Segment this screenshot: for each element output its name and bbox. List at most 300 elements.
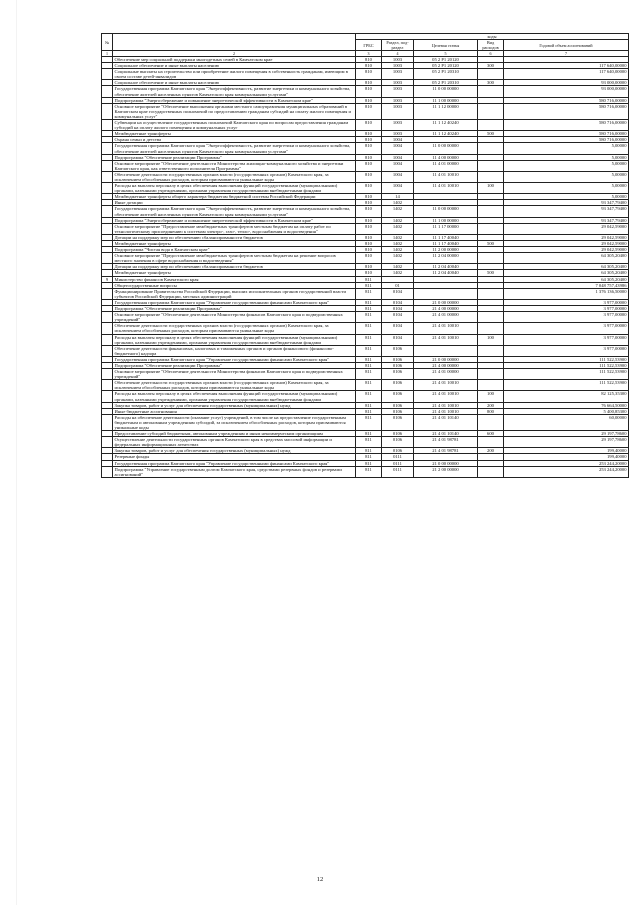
- row-grbs: 810: [356, 264, 382, 270]
- row-grbs: 811: [356, 282, 382, 288]
- row-amount: 7 048 757,43986: [504, 282, 629, 288]
- row-target: 21 4 01 10010: [414, 408, 478, 414]
- row-name: Закупка товаров, работ и услуг для обеспечения государственных (муниципальных) нужд: [113, 402, 356, 408]
- row-type: [478, 171, 504, 182]
- row-grbs: 810: [356, 253, 382, 264]
- row-name: Обеспечение мер социальной поддержки многодетных семей в Камчатском крае: [113, 57, 356, 63]
- row-section: 01: [382, 282, 414, 288]
- row-section: 1402: [382, 247, 414, 253]
- row-type: [478, 253, 504, 264]
- row-grbs: 811: [356, 334, 382, 345]
- row-amount: 3 977,00000: [504, 345, 629, 356]
- row-number: [102, 437, 113, 448]
- row-section: 1402: [382, 200, 414, 206]
- table-row: [102, 86, 629, 97]
- row-type: 100: [478, 391, 504, 402]
- row-grbs: 810: [356, 97, 382, 103]
- row-target: 11 4 01 00000: [414, 160, 478, 171]
- row-target: 21 4 00 00000: [414, 362, 478, 368]
- row-type: 100: [478, 334, 504, 345]
- row-grbs: 810: [356, 57, 382, 63]
- row-grbs: 811: [356, 369, 382, 380]
- row-section: 1004: [382, 143, 414, 154]
- row-amount: 111 522,53900: [504, 362, 629, 368]
- row-name: Основное мероприятие "Обеспечение выполнения органами местного самоуправления муниципальных образований в Камчатском крае государственных полномочий по предоставлению гражданам субсидий на оплату жилого помещения и коммунальных услуг": [113, 103, 356, 119]
- table-row: [102, 288, 629, 299]
- row-number: [102, 334, 113, 345]
- row-section: 0104: [382, 312, 414, 323]
- row-amount: 580 716,00000: [504, 131, 629, 137]
- row-target: 11 2 04 00000: [414, 253, 478, 264]
- row-name: Основное мероприятие "Предоставление межбюджетных трансфертов местным бюджетам на решение вопросов местного значения в сфере водоснабжения и водоотведения": [113, 253, 356, 264]
- row-type: 500: [478, 131, 504, 137]
- row-grbs: 810: [356, 160, 382, 171]
- row-name: Обеспечение деятельности государственных органов власти (государственных органов) Камчатского края, за исключением обособленных расходов, которым присваиваются уникальные коды: [113, 380, 356, 391]
- row-name: Обеспечение деятельности финансовых, налоговых и таможенных органов и органов финансового (финансово-бюджетного) надзора: [113, 345, 356, 356]
- row-type: [478, 103, 504, 119]
- row-target: 11 1 17 40040: [414, 234, 478, 240]
- row-amount: 29 197,78600: [504, 437, 629, 448]
- row-type: [478, 466, 504, 477]
- row-grbs: 811: [356, 299, 382, 305]
- row-grbs: 811: [356, 454, 382, 460]
- row-amount: 93 000,00000: [504, 80, 629, 86]
- row-number: [102, 253, 113, 264]
- row-grbs: 811: [356, 356, 382, 362]
- row-target: 21 4 00 00000: [414, 306, 478, 312]
- row-target: 11 0 00 00000: [414, 206, 478, 217]
- row-number: [102, 288, 113, 299]
- row-amount: 253 244,20000: [504, 460, 629, 466]
- row-number: [102, 312, 113, 323]
- row-amount: 93 000,00000: [504, 86, 629, 97]
- row-grbs: 811: [356, 448, 382, 454]
- row-grbs: 810: [356, 206, 382, 217]
- row-amount: 82 125,35300: [504, 391, 629, 402]
- row-number: [102, 414, 113, 430]
- row-grbs: 810: [356, 80, 382, 86]
- row-name: Субвенции на осуществление государственных полномочий Камчатского края по вопросам предоставления гражданам субсидий на оплату жилого помещения и коммунальных услуг: [113, 120, 356, 131]
- row-name: Закупка товаров, работ и услуг для обеспечения государственных (муниципальных) нужд: [113, 448, 356, 454]
- row-target: 21 0 00 00000: [414, 460, 478, 466]
- row-target: 11 1 12 40240: [414, 120, 478, 131]
- row-name: Государственная программа Камчатского края "Управление государственными финансами Камчатского края": [113, 356, 356, 362]
- row-type: [478, 160, 504, 171]
- row-amount: 580 716,00000: [504, 120, 629, 131]
- row-target: 05 2 Р1 20310: [414, 80, 478, 86]
- table-row: [102, 160, 629, 171]
- row-type: 100: [478, 183, 504, 194]
- table-row: [102, 466, 629, 477]
- header-num: №: [102, 34, 113, 51]
- row-target: 21 4 01 98781: [414, 437, 478, 448]
- column-number: 3: [356, 51, 382, 57]
- row-grbs: 811: [356, 312, 382, 323]
- row-target: 21 4 01 10010: [414, 323, 478, 334]
- row-section: 0106: [382, 408, 414, 414]
- row-section: 0106: [382, 362, 414, 368]
- row-amount: 29 042,59000: [504, 234, 629, 240]
- row-name: Подпрограмма "Обеспечение реализации Программы": [113, 306, 356, 312]
- header-type: Вид расходов: [478, 40, 504, 51]
- table-row: [102, 183, 629, 194]
- row-target: 11 1 12 00000: [414, 103, 478, 119]
- row-section: 0111: [382, 466, 414, 477]
- row-section: 1402: [382, 270, 414, 276]
- row-name: Основное мероприятие "Обеспечение деятельности Министерства финансов Камчатского края и подведомственных учреждений": [113, 312, 356, 323]
- row-target: 11 1 17 40040: [414, 241, 478, 247]
- row-section: 1004: [382, 183, 414, 194]
- table-row: [102, 253, 629, 264]
- row-section: 0104: [382, 288, 414, 299]
- row-grbs: 810: [356, 131, 382, 137]
- row-number: [102, 86, 113, 97]
- row-section: 1003: [382, 86, 414, 97]
- row-grbs: 811: [356, 402, 382, 408]
- table-row: [102, 223, 629, 234]
- table-body: [102, 57, 629, 478]
- row-amount: 3 977,00000: [504, 299, 629, 305]
- row-type: [478, 312, 504, 323]
- column-number: 4: [382, 51, 414, 57]
- row-grbs: 811: [356, 276, 382, 282]
- row-amount: 64 305,20400: [504, 276, 629, 282]
- row-section: 1003: [382, 97, 414, 103]
- row-name: Резервные фонды: [113, 454, 356, 460]
- row-name: Подпрограмма "Энергосбережение и повышение энергетической эффективности в Камчатском крае": [113, 97, 356, 103]
- row-name: Предоставление субсидий бюджетным, автономным учреждениям и иным некоммерческим организациям: [113, 431, 356, 437]
- row-grbs: 811: [356, 306, 382, 312]
- row-target: 21 4 01 10010: [414, 402, 478, 408]
- row-amount: 3 977,00000: [504, 334, 629, 345]
- row-section: 1003: [382, 69, 414, 80]
- row-section: 0106: [382, 431, 414, 437]
- row-grbs: 810: [356, 270, 382, 276]
- row-type: [478, 345, 504, 356]
- scan-edge: [16, 0, 17, 905]
- row-grbs: 810: [356, 143, 382, 154]
- row-section: 1003: [382, 120, 414, 131]
- row-target: 05 2 Р1 20120: [414, 57, 478, 63]
- row-grbs: 811: [356, 414, 382, 430]
- row-name: Межбюджетные трансферты: [113, 270, 356, 276]
- row-grbs: 811: [356, 380, 382, 391]
- row-amount: 64 305,20400: [504, 270, 629, 276]
- row-target: 21 4 01 10140: [414, 431, 478, 437]
- row-name: Охрана семьи и детства: [113, 137, 356, 143]
- row-target: 21 0 00 00000: [414, 356, 478, 362]
- row-section: 0111: [382, 460, 414, 466]
- row-amount: 111 522,53900: [504, 356, 629, 362]
- row-type: 200: [478, 448, 504, 454]
- row-section: 0104: [382, 323, 414, 334]
- row-section: 1402: [382, 206, 414, 217]
- table-row: [102, 380, 629, 391]
- row-target: 21 4 01 10140: [414, 414, 478, 430]
- row-number: [102, 120, 113, 131]
- row-type: [478, 69, 504, 80]
- row-grbs: 811: [356, 323, 382, 334]
- row-target: 11 4 01 10010: [414, 183, 478, 194]
- table-row: [102, 143, 629, 154]
- row-section: 1004: [382, 160, 414, 171]
- row-target: 11 2 04 40040: [414, 270, 478, 276]
- table-row: [102, 437, 629, 448]
- row-section: 1004: [382, 137, 414, 143]
- row-type: [478, 369, 504, 380]
- row-grbs: 811: [356, 460, 382, 466]
- row-amount: 3 977,00000: [504, 312, 629, 323]
- row-amount: 29 042,59000: [504, 241, 629, 247]
- row-name: Государственная программа Камчатского края "Управление государственными финансами Камчатского края": [113, 299, 356, 305]
- header-amount: Годовой объем ассигнований: [504, 40, 629, 51]
- header-target: Целевая статья: [414, 40, 478, 51]
- row-amount: 29 197,78600: [504, 431, 629, 437]
- column-number: 2: [113, 51, 356, 57]
- header-grbs: ГРБС: [356, 40, 382, 51]
- row-section: 0106: [382, 369, 414, 380]
- row-type: 600: [478, 431, 504, 437]
- row-name: Подпрограмма "Чистая вода в Камчатском крае": [113, 247, 356, 253]
- row-section: 0104: [382, 334, 414, 345]
- row-name: Расходы на обеспечение деятельности (оказание услуг) учреждений, в том числе на предоставление государственным бюджетным и автономным учреждениям субсидий, за исключением обособленных расходов, которым присваиваются уникальные коды: [113, 414, 356, 430]
- row-name: Межбюджетные трансферты: [113, 131, 356, 137]
- row-target: 21 0 00 00000: [414, 299, 478, 305]
- row-amount: 29 042,59000: [504, 247, 629, 253]
- table-row: [102, 312, 629, 323]
- table-row: [102, 391, 629, 402]
- row-amount: 1 376 136,50000: [504, 288, 629, 299]
- row-type: [478, 143, 504, 154]
- row-target: 11 1 12 40240: [414, 131, 478, 137]
- row-name: Иные бюджетные ассигнования: [113, 408, 356, 414]
- row-number: [102, 69, 113, 80]
- column-number: 1: [102, 51, 113, 57]
- row-grbs: 810: [356, 137, 382, 143]
- row-section: 1402: [382, 253, 414, 264]
- row-type: [478, 120, 504, 131]
- row-type: 200: [478, 402, 504, 408]
- row-section: 1402: [382, 223, 414, 234]
- row-number: [102, 206, 113, 217]
- row-name: Расходы на выплаты персоналу в целях обеспечения выполнения функций государственными (муниципальными) органами, казенными учреждениями, органами управления государственными внебюджетными фондами: [113, 183, 356, 194]
- row-name: Расходы на выплаты персоналу в целях обеспечения выполнения функций государственными (муниципальными) органами, казенными учреждениями, органами управления государственными внебюджетными фондами: [113, 391, 356, 402]
- row-amount: 29 042,59000: [504, 223, 629, 234]
- row-type: [478, 380, 504, 391]
- row-target: 05 2 Р1 20120: [414, 63, 478, 69]
- row-type: [478, 323, 504, 334]
- row-name: Расходы на выплаты персоналу в целях обеспечения выполнения функций государственными (муниципальными) органами, казенными учреждениями, органами управления государственными внебюджетными фондами: [113, 334, 356, 345]
- row-name: Министерство финансов Камчатского края: [113, 276, 356, 282]
- row-type: 500: [478, 270, 504, 276]
- row-amount: 5 400,85300: [504, 408, 629, 414]
- row-grbs: 810: [356, 103, 382, 119]
- table-row: [102, 369, 629, 380]
- row-section: 1402: [382, 234, 414, 240]
- row-name: Общегосударственные вопросы: [113, 282, 356, 288]
- table-row: [102, 414, 629, 430]
- row-name: Государственная программа Камчатского края "Энергоэффективность, развитие энергетики и коммунального хозяйства, обеспечение жителей населенных пунктов Камчатского края коммунальными услугами": [113, 86, 356, 97]
- row-grbs: 810: [356, 154, 382, 160]
- row-amount: 60,00000: [504, 414, 629, 430]
- row-type: [478, 414, 504, 430]
- row-section: 1004: [382, 154, 414, 160]
- row-section: 1003: [382, 57, 414, 63]
- row-grbs: 811: [356, 362, 382, 368]
- row-name: Основное мероприятие "Обеспечение деятельности Министерства жилищно-коммунального хозяйства и энергетики Камчатского края, как ответственного исполнителя Программы": [113, 160, 356, 171]
- row-amount: 3 977,00000: [504, 306, 629, 312]
- row-section: 0106: [382, 356, 414, 362]
- table-row: [102, 69, 629, 80]
- row-section: 0106: [382, 391, 414, 402]
- table-row: [102, 345, 629, 356]
- row-target: 11 2 04 40040: [414, 264, 478, 270]
- row-grbs: 811: [356, 431, 382, 437]
- row-grbs: 811: [356, 345, 382, 356]
- column-number: 7: [504, 51, 629, 57]
- row-type: [478, 288, 504, 299]
- table-row: [102, 206, 629, 217]
- table-header: [102, 34, 629, 57]
- row-number: 9: [102, 276, 113, 282]
- row-grbs: 810: [356, 86, 382, 97]
- row-number: [102, 323, 113, 334]
- row-amount: 5,00000: [504, 154, 629, 160]
- row-section: 1004: [382, 171, 414, 182]
- row-target: 11 0 00 00000: [414, 143, 478, 154]
- row-name: Осуществление деятельности государственных органов Камчатского края в средствах массовой информации и федеральных информационных агентствах: [113, 437, 356, 448]
- row-number: [102, 160, 113, 171]
- row-section: 1003: [382, 80, 414, 86]
- row-amount: 93 347,79400: [504, 217, 629, 223]
- row-amount: 199,40000: [504, 448, 629, 454]
- header-section: Раздел, под-раздел: [382, 40, 414, 51]
- row-target: 21 4 01 10010: [414, 380, 478, 391]
- row-amount: 76 664,50000: [504, 402, 629, 408]
- row-section: 0106: [382, 414, 414, 430]
- row-grbs: 811: [356, 466, 382, 477]
- row-target: 21 4 01 10010: [414, 334, 478, 345]
- row-name: Обеспечение деятельности государственных органов власти (государственных органов) Камчатского края, за исключением обособленных расходов, которым присваиваются уникальные коды: [113, 323, 356, 334]
- row-number: [102, 223, 113, 234]
- row-target: 11 4 01 10010: [414, 171, 478, 182]
- row-name: Государственная программа Камчатского края "Управление государственными финансами Камчатского края": [113, 460, 356, 466]
- row-name: Подпрограмма "Энергосбережение и повышение энергетической эффективности в Камчатском крае": [113, 217, 356, 223]
- row-type: 300: [478, 63, 504, 69]
- table-row: [102, 120, 629, 131]
- row-target: [414, 345, 478, 356]
- row-grbs: 810: [356, 234, 382, 240]
- table-row: [102, 323, 629, 334]
- row-section: 1003: [382, 103, 414, 119]
- row-amount: 117 640,00000: [504, 63, 629, 69]
- row-target: [414, 288, 478, 299]
- row-type: 800: [478, 408, 504, 414]
- row-target: 11 0 00 00000: [414, 86, 478, 97]
- row-name: Государственная программа Камчатского края "Энергоэффективность, развитие энергетики и коммунального хозяйства, обеспечение жителей населенных пунктов Камчатского края коммунальными услугами": [113, 143, 356, 154]
- row-amount: 580 716,00000: [504, 97, 629, 103]
- row-amount: 5,00000: [504, 143, 629, 154]
- budget-table: [101, 33, 629, 478]
- row-section: 0106: [382, 380, 414, 391]
- row-number: [102, 103, 113, 119]
- row-grbs: 810: [356, 241, 382, 247]
- header-codes: коды: [356, 34, 629, 40]
- row-amount: 5,00000: [504, 194, 629, 200]
- row-name: Подпрограмма "Обеспечение реализации Программы": [113, 362, 356, 368]
- row-grbs: 810: [356, 247, 382, 253]
- row-target: 21 4 01 10010: [414, 391, 478, 402]
- row-type: [478, 86, 504, 97]
- row-amount: 5,00000: [504, 183, 629, 194]
- row-grbs: 811: [356, 408, 382, 414]
- row-type: [478, 437, 504, 448]
- row-name: Функционирование Правительства Российской Федерации, высших исполнительных органов государственной власти субъектов Российской Федерации, местных администраций: [113, 288, 356, 299]
- row-name: Межбюджетные трансферты общего характера бюджетам бюджетной системы Российской Федерации: [113, 194, 356, 200]
- row-number: [102, 345, 113, 356]
- row-number: [102, 143, 113, 154]
- row-grbs: 810: [356, 120, 382, 131]
- row-name: Иные дотации: [113, 200, 356, 206]
- row-amount: 5,00000: [504, 171, 629, 182]
- row-section: 0104: [382, 306, 414, 312]
- row-name: Дотации на поддержку мер по обеспечению сбалансированности бюджетов: [113, 234, 356, 240]
- row-section: 1402: [382, 241, 414, 247]
- row-type: [478, 223, 504, 234]
- row-grbs: 811: [356, 391, 382, 402]
- row-target: 11 1 17 00000: [414, 223, 478, 234]
- row-amount: 64 305,20400: [504, 253, 629, 264]
- row-type: [478, 206, 504, 217]
- row-amount: 580 716,00000: [504, 103, 629, 119]
- row-name: Межбюджетные трансферты: [113, 241, 356, 247]
- row-grbs: 810: [356, 69, 382, 80]
- row-grbs: 810: [356, 200, 382, 206]
- row-amount: 253 244,20000: [504, 466, 629, 477]
- table-row: [102, 334, 629, 345]
- row-target: 11 4 00 00000: [414, 154, 478, 160]
- row-number: [102, 183, 113, 194]
- row-grbs: 811: [356, 288, 382, 299]
- row-section: 0106: [382, 402, 414, 408]
- row-type: 300: [478, 80, 504, 86]
- row-amount: 117 640,00000: [504, 69, 629, 80]
- row-grbs: 810: [356, 194, 382, 200]
- row-name: Государственная программа Камчатского края "Энергоэффективность, развитие энергетики и коммунального хозяйства, обеспечение жителей населенных пунктов Камчатского края коммунальными услугами": [113, 206, 356, 217]
- header-name: [113, 34, 356, 51]
- row-grbs: 810: [356, 63, 382, 69]
- row-number: [102, 466, 113, 477]
- row-section: 14: [382, 194, 414, 200]
- row-name: Социальное обеспечение и иные выплаты населению: [113, 80, 356, 86]
- row-name: Социальные выплаты на строительство или приобретение жилого помещения в собственность гражданам, имеющим в своем составе детей-инвалидов: [113, 69, 356, 80]
- row-target: 21 4 01 00000: [414, 312, 478, 323]
- row-target: 21 2 00 00000: [414, 466, 478, 477]
- row-section: 0106: [382, 448, 414, 454]
- row-grbs: 810: [356, 217, 382, 223]
- row-name: Обеспечение деятельности государственных органов власти (государственных органов) Камчатского края, за исключением обособленных расходов, которым присваиваются уникальные коды: [113, 171, 356, 182]
- column-number: 6: [478, 51, 504, 57]
- row-amount: 93 347,79400: [504, 206, 629, 217]
- table-row: [102, 171, 629, 182]
- row-number: [102, 171, 113, 182]
- row-grbs: 810: [356, 183, 382, 194]
- row-name: Подпрограмма "Управление государственным долгом Камчатского края, средствами резервных фондов и резервами ассигнований": [113, 466, 356, 477]
- row-target: 21 4 01 00000: [414, 369, 478, 380]
- row-amount: 580 716,00000: [504, 137, 629, 143]
- row-target: 05 2 Р1 20310: [414, 69, 478, 80]
- row-name: Дотации на поддержку мер по обеспечению сбалансированности бюджетов: [113, 264, 356, 270]
